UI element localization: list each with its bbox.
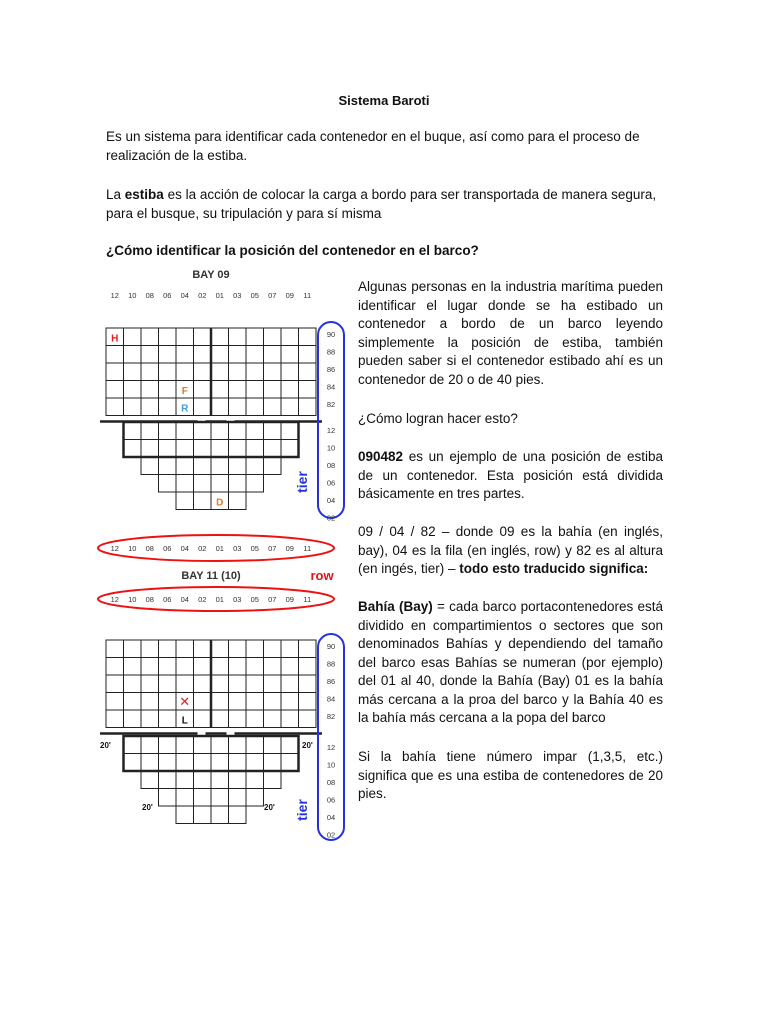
bay-09-hold-tier-08: 08 (326, 461, 336, 470)
row-ellipse-1-num-09: 09 (285, 544, 294, 553)
bay-11-deck-cell (211, 693, 229, 711)
marker-x: ✕ (179, 694, 191, 709)
row-ellipse-1-num-10: 10 (128, 544, 137, 553)
bay-09-deck-tier-86: 86 (326, 365, 336, 374)
bay-09-deck-cell (159, 346, 177, 364)
bay-09-deck-cell (194, 328, 212, 346)
bay-09-deck-cell (264, 346, 282, 364)
bay-11-hold-cell (264, 754, 282, 772)
bay-11-hold-cell (246, 789, 264, 807)
bay-09-deck-cell (299, 398, 317, 416)
bay-11-hold-cell (176, 754, 194, 772)
bay-11-hold-cell (281, 754, 299, 772)
bay-11-deck-cell (229, 693, 247, 711)
marker-f: F (181, 386, 188, 397)
bay-11-hold-tier-04: 04 (326, 813, 336, 822)
bay-09-deck-cell (264, 398, 282, 416)
row-ellipse-2-num-12: 12 (110, 595, 119, 604)
bay-11-hold-cell (229, 806, 247, 824)
bay-11-deck-cell (141, 693, 159, 711)
bay-09-deck-cell (141, 398, 159, 416)
bay-09-hold-cell (124, 440, 142, 458)
bay-09-deck-cell (124, 363, 142, 381)
bay-09-row-04: 04 (180, 291, 189, 300)
bay-11-hold-cell (264, 771, 282, 789)
paragraph-3-text: es un ejemplo de una posición de estiba de un contenedor. Esta posición está dividida básicamente en tres partes. (358, 449, 663, 501)
bay-09-hold-cell (264, 440, 282, 458)
row-ellipse-2-num-02: 02 (198, 595, 207, 604)
bay-09-deck-cell (159, 328, 177, 346)
bay-09-deck-cell (159, 381, 177, 399)
bay-09-deck-cell (281, 363, 299, 381)
bay-09-deck-tier-84: 84 (326, 382, 336, 392)
bay-09-deck-cell (229, 398, 247, 416)
bay-11-deck-cell (299, 658, 317, 676)
bay-09-deck-cell (194, 363, 212, 381)
bay-11-deck-cell (176, 675, 194, 693)
bay-11-hold-cell (229, 736, 247, 754)
bay-09-hold-cell (159, 475, 177, 493)
bay-09-hold-cell (229, 475, 247, 493)
bay-09-row-02: 02 (198, 291, 207, 300)
marker-l: L (181, 715, 188, 727)
bay-11-hold-cell (159, 736, 177, 754)
row-ellipse-2-num-05: 05 (250, 595, 259, 604)
bay-09-hold-tier-04: 04 (326, 496, 336, 505)
bay-09-hold-cell (246, 457, 264, 475)
twenty-ft-left-upper: 20' (100, 741, 111, 750)
estiba-before: La (106, 187, 125, 202)
bay-09-deck-cell (141, 381, 159, 399)
bay-09-deck-cell (299, 381, 317, 399)
bay-09-deck-cell (281, 381, 299, 399)
bay-11-deck-cell (229, 658, 247, 676)
bay-09-hold-cell (264, 457, 282, 475)
bay-11-deck-cell (194, 640, 212, 658)
bay-09-deck-cell (281, 346, 299, 364)
bay-09-deck-cell (176, 346, 194, 364)
bay-11-deck-cell (176, 640, 194, 658)
bay-11-deck-cell (194, 693, 212, 711)
row-ellipse-1-num-02: 02 (198, 544, 207, 553)
bay-09-hold-cell (281, 422, 299, 440)
bay-11-deck-cell (194, 658, 212, 676)
bay-11-hold-cell (281, 736, 299, 754)
bay-09-hold-cell (176, 440, 194, 458)
row-ellipse-2-num-01: 01 (215, 595, 224, 604)
paragraph-4-emphasis: todo esto traducido significa: (459, 561, 649, 576)
bay-09-deck-cell (281, 328, 299, 346)
bay-11-hold-cell (159, 789, 177, 807)
row-ellipse-2-num-11: 11 (303, 595, 312, 604)
bay-09-deck-cell (229, 346, 247, 364)
row-ellipse-1-num-03: 03 (233, 544, 242, 553)
estiba-paragraph (106, 186, 666, 223)
bay-09-deck-tier-90: 90 (326, 330, 336, 339)
bay-11-deck-cell (211, 675, 229, 693)
bay-11-deck-cell (159, 693, 177, 711)
bay-09-deck-cell (141, 346, 159, 364)
bay-09-deck-cell (159, 363, 177, 381)
bay-09-deck-tier-88: 88 (326, 347, 336, 357)
bay-09-deck-cell (106, 381, 124, 399)
bay-11-hold-cell (211, 806, 229, 824)
bay-09-hold-cell (176, 475, 194, 493)
bay-11-hold-cell (194, 789, 212, 807)
bay-09-hold-cell (281, 440, 299, 458)
bay-11-deck-cell (124, 640, 142, 658)
bay-09-hold-cell (264, 422, 282, 440)
bay-09-hold-cell (141, 422, 159, 440)
bay-09-deck-cell (246, 381, 264, 399)
row-ellipse-2-num-06: 06 (163, 595, 172, 604)
bay-09-row-09: 09 (285, 291, 294, 300)
bay-11-deck-cell (299, 675, 317, 693)
bay-09-hold-cell (211, 457, 229, 475)
paragraph-5-text: = cada barco portacontenedores está dividido en compartimientos o sectores que son denominados Bahías y dependiendo del tamaño del barco esas Bahías se numeran (por ejemplo) del 01 al 40, donde la Bahía (Bay) 01 es la bahía más cercana a la proa del barco y la Bahía 40 es la bahía más cercana a la popa del barco (358, 599, 663, 725)
bay-11-deck-cell (106, 658, 124, 676)
bay-09-hold-cell (194, 440, 212, 458)
row-ellipse-2-num-04: 04 (180, 595, 189, 604)
bay-09-hold-cell (211, 475, 229, 493)
bay-09-deck-cell (176, 363, 194, 381)
bay-09-title: BAY 09 (192, 269, 230, 281)
bay-11-hold-cell (246, 754, 264, 772)
bay-11-deck-cell (106, 675, 124, 693)
bay-09-hold-cell (246, 440, 264, 458)
bay-11-hold-cell (211, 754, 229, 772)
bay-11-hold-tier-12: 12 (326, 743, 336, 752)
bay-09-hold-cell (159, 422, 177, 440)
bay-09-hold-tier-02: 02 (326, 513, 336, 523)
bay-11-deck-cell (299, 640, 317, 658)
bay-11-deck-tier-86: 86 (326, 677, 336, 686)
bay-11-hold-cell (246, 771, 264, 789)
row-ellipse-1-num-12: 12 (110, 544, 119, 553)
bay-09-hold-tier-06: 06 (326, 478, 336, 488)
bay-11-deck-tier-90: 90 (326, 642, 336, 651)
bay-09-deck-cell (124, 381, 142, 399)
bay-11-hold-cell (159, 771, 177, 789)
bay-11-hold-cell (124, 736, 142, 754)
paragraph-2: ¿Cómo logran hacer esto? (358, 411, 518, 426)
bay-09-hold-cell (211, 422, 229, 440)
bay-11-deck-cell (141, 658, 159, 676)
bay-09-deck-cell (264, 381, 282, 399)
bay-11-deck-cell (194, 710, 212, 728)
bay-11-deck-cell (246, 675, 264, 693)
bay-11-deck-cell (246, 710, 264, 728)
bay-09-row-07: 07 (268, 291, 277, 300)
bay-09-deck-cell (211, 381, 229, 399)
bay-11-hold-cell (211, 771, 229, 789)
bay-09-row-10: 10 (128, 291, 137, 300)
bay-09-deck-cell (211, 398, 229, 416)
bay-09-deck-cell (194, 381, 212, 399)
row-ellipse-2-num-07: 07 (268, 595, 277, 604)
paragraph-3 (358, 448, 663, 504)
bay-09-deck-cell (281, 398, 299, 416)
bay-09-deck-cell (141, 363, 159, 381)
bay-11-deck-cell (211, 640, 229, 658)
bay-09-deck-cell (229, 328, 247, 346)
bay-11-title: BAY 11 (10) (181, 570, 241, 582)
bay-09-hold-cell (141, 440, 159, 458)
bay-11-deck-cell (159, 658, 177, 676)
bay-11-hold-cell (246, 736, 264, 754)
row-ellipse-2-num-09: 09 (285, 595, 294, 604)
bay-09-deck-cell (211, 363, 229, 381)
marker-d: D (216, 497, 224, 509)
bay-09-row-03: 03 (233, 291, 242, 300)
bay-09-hold-cell (124, 422, 142, 440)
bay-11-deck-cell (141, 640, 159, 658)
bay-11-hold-tier-06: 06 (326, 795, 336, 805)
bay-09-hold-cell (229, 492, 247, 510)
bay-09-deck-cell (299, 328, 317, 346)
bay-11-deck-cell (264, 658, 282, 676)
bay-11-deck-cell (281, 710, 299, 728)
bay-09-hold-cell (194, 457, 212, 475)
bay-11-hold-cell (141, 754, 159, 772)
bay-09-deck-cell (229, 363, 247, 381)
bay-11-hold-cell (141, 771, 159, 789)
bay-11-deck-cell (264, 710, 282, 728)
bay-11-deck-cell (246, 693, 264, 711)
bay-11-hold-cell (176, 806, 194, 824)
bay-11-hold-cell (176, 736, 194, 754)
bay-11-hold-cell (141, 736, 159, 754)
bay-09-deck-cell (194, 346, 212, 364)
bay-09-row-08: 08 (145, 291, 154, 300)
bay-09-deck-cell (106, 398, 124, 416)
bay-11-deck-cell (299, 710, 317, 728)
bay-09-hold-cell (246, 475, 264, 493)
bay-09-hold-cell (211, 440, 229, 458)
position-example: 090482 (358, 449, 404, 464)
marker-h: H (111, 333, 119, 345)
bay-09-hold-cell (159, 440, 177, 458)
bay-11-deck-cell (124, 658, 142, 676)
bay-09-hold-cell (229, 440, 247, 458)
bay-11-deck-cell (281, 658, 299, 676)
bay-09-deck-cell (229, 381, 247, 399)
bay-09-deck-cell (124, 398, 142, 416)
bay-11-deck-cell (211, 658, 229, 676)
row-ellipse-2-num-10: 10 (128, 595, 137, 604)
bay-11-hold-cell (176, 771, 194, 789)
bay-11-deck-cell (176, 658, 194, 676)
paragraph-4 (358, 523, 663, 579)
bay-11-deck-cell (141, 710, 159, 728)
row-label: row (310, 568, 334, 583)
bay-09-hold-cell (194, 492, 212, 510)
bay-09-row-01: 01 (215, 291, 224, 300)
bay-11-hold-cell (194, 736, 212, 754)
bay-11-hold-cell (159, 754, 177, 772)
bay-09-deck-cell (246, 363, 264, 381)
bay-09-deck-cell (211, 328, 229, 346)
bay-11-deck-cell (264, 693, 282, 711)
bay-09-hold-cell (194, 475, 212, 493)
bay-09-hold-cell (229, 422, 247, 440)
row-ellipse-1-num-08: 08 (145, 544, 154, 553)
bay-11-deck-cell (264, 640, 282, 658)
bay-11-deck-cell (124, 710, 142, 728)
twenty-ft-right-upper: 20' (302, 741, 313, 750)
bay-09-deck-cell (176, 328, 194, 346)
bay-11-hold-cell (194, 771, 212, 789)
question-heading: ¿Cómo identificar la posición del contenedor en el barco? (106, 243, 479, 258)
bay-11-deck-tier-84: 84 (326, 694, 336, 704)
bay-09-deck-cell (264, 328, 282, 346)
bay-11-hold-cell (194, 806, 212, 824)
bay-11-deck-cell (229, 710, 247, 728)
bay-11-deck-cell (281, 693, 299, 711)
bay-11-tier-label: tier (294, 799, 310, 821)
bay-09-deck-cell (211, 346, 229, 364)
bay-11-deck-cell (106, 693, 124, 711)
bay-09-hold-cell (246, 422, 264, 440)
twenty-ft-left-lower: 20' (142, 803, 153, 812)
bay-11-deck-tier-88: 88 (326, 659, 336, 669)
bay-11-deck-cell (159, 640, 177, 658)
row-ellipse-2-num-08: 08 (145, 595, 154, 604)
bay-09-row-06: 06 (163, 291, 172, 300)
bay-11-deck-cell (124, 693, 142, 711)
bay-11-hold-cell (229, 754, 247, 772)
bay-09-row-11: 11 (303, 291, 312, 300)
bay-09-hold-cell (176, 422, 194, 440)
bay-09-hold-tier-10: 10 (326, 443, 336, 453)
bay-09-deck-cell (246, 398, 264, 416)
bay-09-hold-cell (159, 457, 177, 475)
bay-11-hold-cell (229, 771, 247, 789)
paragraph-5 (358, 598, 663, 728)
bay-11-hold-cell (264, 736, 282, 754)
row-ellipse-1-num-01: 01 (215, 544, 224, 553)
bay-11-hold-tier-02: 02 (326, 830, 336, 840)
bay-09-deck-cell (124, 346, 142, 364)
bay-09-tier-label: tier (294, 471, 310, 493)
bay-11-deck-cell (106, 710, 124, 728)
bay-11-deck-cell (299, 693, 317, 711)
bay-09-hold-cell (176, 457, 194, 475)
row-ellipse-1-num-11: 11 (303, 544, 312, 553)
bay-09-hold-cell (194, 422, 212, 440)
bay-09-deck-cell (246, 346, 264, 364)
bay-09-deck-cell (194, 398, 212, 416)
bay-09-deck-cell (246, 328, 264, 346)
bay-09-hold-cell (176, 492, 194, 510)
paragraph-6: Si la bahía tiene número impar (1,3,5, etc.) significa que es una estiba de contenedores de 20 pies. (358, 749, 663, 801)
intro-paragraph: Es un sistema para identificar cada contenedor en el buque, así como para el proceso de realización de la estiba. (106, 129, 640, 163)
bay-09-deck-cell (106, 346, 124, 364)
bay-11-hold-cell (124, 754, 142, 772)
row-ellipse-1-num-06: 06 (163, 544, 172, 553)
bay-11-deck-cell (124, 675, 142, 693)
bay-11-deck-cell (246, 658, 264, 676)
bay-11-hold-cell (211, 789, 229, 807)
bay-11-deck-cell (264, 675, 282, 693)
bay-11-hold-cell (194, 754, 212, 772)
bay-11-deck-cell (281, 640, 299, 658)
bay-term: Bahía (Bay) (358, 599, 433, 614)
bay-diagram (96, 262, 348, 850)
marker-r: R (181, 403, 189, 415)
bay-11-deck-tier-82: 82 (326, 712, 336, 721)
bay-11-deck-cell (211, 710, 229, 728)
bay-11-deck-cell (194, 675, 212, 693)
row-ellipse-2-num-03: 03 (233, 595, 242, 604)
paragraph-1: Algunas personas en la industria marítima pueden identificar el lugar donde se ha estibado un contenedor a bordo de un barco leyendo simplemente la posición de estiba, también pueden saber si el contenedor estibado ahí es un contenedor de 20 o de 40 pies. (358, 279, 663, 387)
bay-11-deck-cell (229, 640, 247, 658)
twenty-ft-right-lower: 20' (264, 803, 275, 812)
bay-11-hold-cell (229, 789, 247, 807)
row-ellipse-1-num-04: 04 (180, 544, 189, 553)
bay-09-deck-cell (264, 363, 282, 381)
bay-09-hold-cell (229, 457, 247, 475)
bay-09-deck-cell (159, 398, 177, 416)
bay-09-deck-cell (299, 363, 317, 381)
bay-11-deck-cell (106, 640, 124, 658)
bay-11-hold-tier-10: 10 (326, 760, 336, 770)
bay-09-deck-cell (124, 328, 142, 346)
bay-09-hold-tier-12: 12 (326, 426, 336, 435)
bay-11-deck-cell (141, 675, 159, 693)
row-ellipse-1-num-07: 07 (268, 544, 277, 553)
paragraph-4-text: 09 / 04 / 82 – donde 09 es la bahía (en inglés, bay), 04 es la fila (en inglés, row) y 82 es al altura (en ingés, tier) – (358, 524, 663, 576)
bay-11-deck-cell (229, 675, 247, 693)
bay-09-hold-cell (141, 457, 159, 475)
bay-11-hold-cell (211, 736, 229, 754)
bay-09-deck-tier-82: 82 (326, 400, 336, 409)
bay-09-deck-cell (299, 346, 317, 364)
bay-11-deck-cell (159, 710, 177, 728)
bay-11-deck-cell (159, 675, 177, 693)
bay-09-deck-cell (106, 363, 124, 381)
bay-09-deck-cell (141, 328, 159, 346)
row-ellipse-1-num-05: 05 (250, 544, 259, 553)
bay-11-deck-cell (281, 675, 299, 693)
bay-11-hold-cell (176, 789, 194, 807)
estiba-term: estiba (124, 187, 164, 202)
bay-09-row-12: 12 (110, 291, 119, 300)
page-title: Sistema Baroti (338, 93, 430, 108)
estiba-after: es la acción de colocar la carga a bordo para ser transportada de manera segura, para el busque, su tripulación y para sí misma (106, 187, 657, 221)
bay-11-hold-tier-08: 08 (326, 778, 336, 787)
bay-11-deck-cell (246, 640, 264, 658)
bay-09-row-05: 05 (250, 291, 259, 300)
